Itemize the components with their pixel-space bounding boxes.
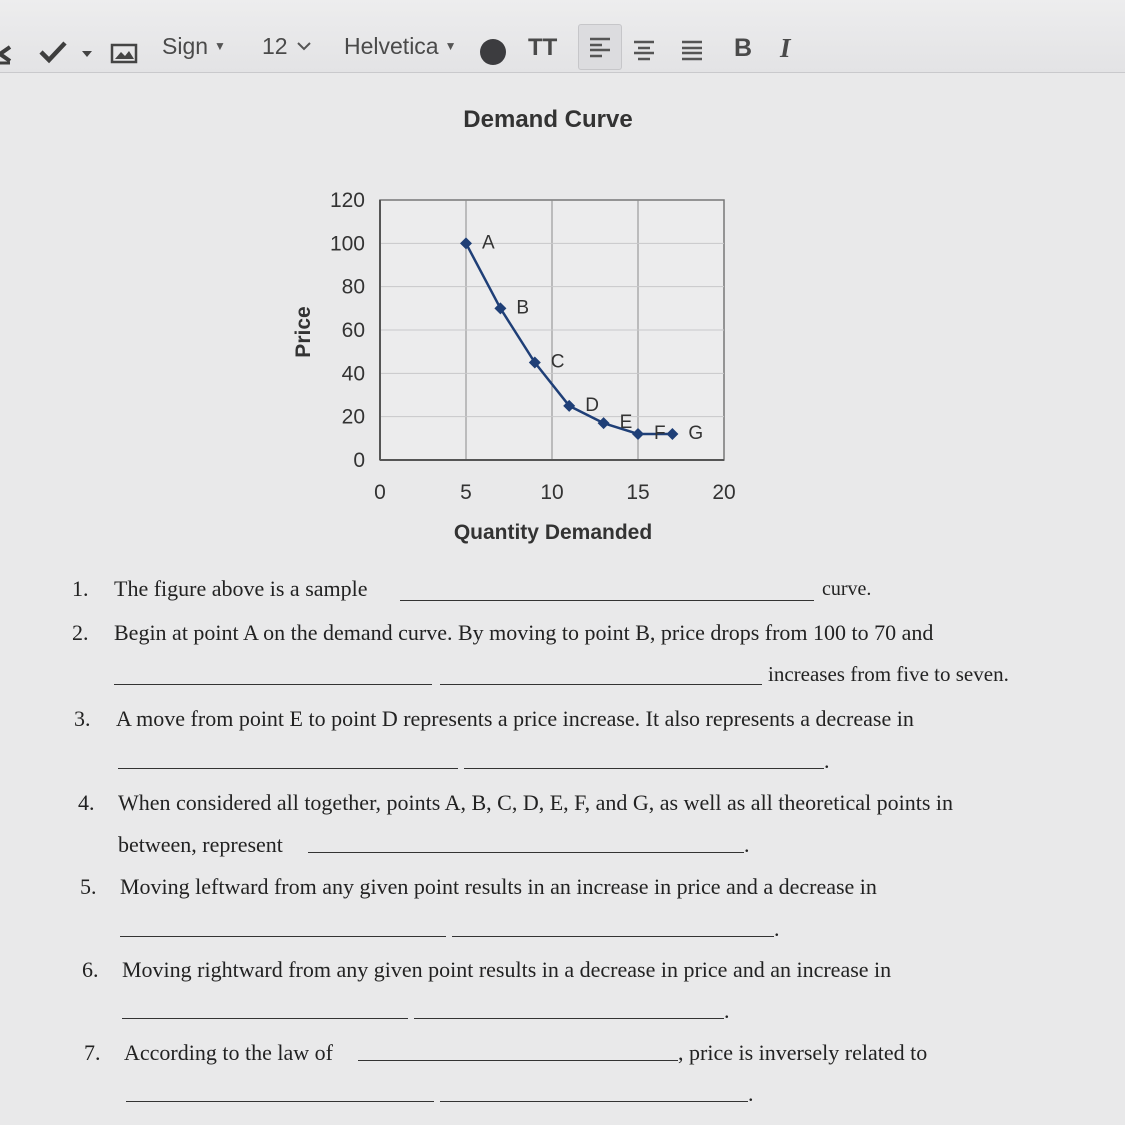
- question-text-continued: between, represent: [118, 832, 283, 857]
- text-size-button[interactable]: [528, 26, 557, 70]
- bold-button[interactable]: [734, 26, 752, 70]
- question-text: According to the law of: [124, 1040, 333, 1065]
- chevron-down-icon: ▼: [444, 39, 457, 53]
- x-tick-label: 10: [540, 481, 564, 504]
- answer-blank[interactable]: [114, 684, 432, 685]
- point-label-a: A: [482, 232, 495, 254]
- chevron-down-icon: ▼: [214, 39, 226, 53]
- italic-button[interactable]: [780, 26, 791, 70]
- align-center-button[interactable]: [632, 28, 656, 72]
- question-text-end: increases from five to seven.: [768, 662, 1009, 686]
- question-number: 4.: [78, 790, 95, 815]
- question-number: 6.: [82, 957, 99, 982]
- question-text: Moving rightward from any given point results in a decrease in price and an increase in: [122, 957, 892, 982]
- answer-blank[interactable]: [400, 600, 814, 601]
- answer-blank[interactable]: [120, 936, 446, 937]
- checkmark-icon[interactable]: [38, 30, 68, 74]
- question-number: 7.: [84, 1040, 101, 1065]
- answer-blank[interactable]: [414, 1018, 724, 1019]
- point-label-b: B: [516, 297, 530, 319]
- align-right-button[interactable]: [678, 28, 704, 72]
- chart-title: Demand Curve: [463, 106, 633, 133]
- demand-curve-chart: [0, 80, 1125, 560]
- answer-blank[interactable]: [440, 684, 762, 685]
- answer-blank[interactable]: [358, 1060, 678, 1061]
- font-size-value: 12: [262, 32, 288, 59]
- question-text: Begin at point A on the demand curve. By moving to point B, price drops from 100 to 70 and: [114, 620, 934, 645]
- image-icon[interactable]: [110, 32, 138, 76]
- question-text-end: .: [774, 916, 780, 941]
- point-label-d: D: [585, 394, 599, 416]
- point-label-f: F: [654, 423, 666, 444]
- question-text: Moving leftward from any given point results in an increase in price and a decrease in: [120, 874, 877, 899]
- point-label-e: E: [619, 412, 633, 434]
- font-size-select[interactable]: [262, 24, 312, 68]
- question-text: The figure above is a sample: [114, 576, 368, 601]
- text-size-label: TT: [528, 34, 558, 61]
- answer-blank[interactable]: [464, 768, 824, 769]
- point-label-g: G: [688, 423, 704, 444]
- y-tick-label: 60: [341, 319, 365, 342]
- question-text-end: .: [748, 1081, 754, 1106]
- question-text-end: .: [744, 832, 750, 857]
- answer-blank[interactable]: [452, 936, 774, 937]
- question-number: 1.: [72, 576, 89, 601]
- x-tick-label: 5: [460, 481, 472, 504]
- answer-blank[interactable]: [308, 852, 744, 853]
- answer-blank[interactable]: [440, 1101, 748, 1102]
- font-family-select[interactable]: [344, 24, 457, 68]
- y-tick-label: 20: [341, 405, 365, 429]
- answer-blank[interactable]: [122, 1018, 408, 1019]
- question-text-end: curve.: [822, 578, 872, 600]
- font-family-value: Helvetica: [344, 32, 439, 59]
- text-color-button[interactable]: [478, 30, 508, 74]
- align-center-icon: [632, 38, 656, 62]
- chart-plot: [0, 80, 1125, 560]
- align-left-icon: [588, 35, 612, 59]
- align-left-button[interactable]: [578, 24, 622, 70]
- y-tick-label: 120: [329, 189, 365, 212]
- toolbar: [0, 0, 1125, 73]
- worksheet-questions: [0, 560, 1125, 1125]
- y-tick-label: 0: [353, 449, 365, 472]
- y-tick-label: 80: [341, 275, 365, 299]
- answer-blank[interactable]: [118, 768, 458, 769]
- checkmark-dropdown-icon[interactable]: [80, 32, 94, 76]
- question-number: 3.: [74, 706, 91, 731]
- sign-button[interactable]: [162, 24, 226, 68]
- question-text: When considered all together, points A, B, C, D, E, F, and G, as well as all theoretical points in: [118, 790, 954, 815]
- x-tick-label: 15: [626, 481, 650, 504]
- y-axis-label: Price: [292, 306, 315, 358]
- chevron-down-icon: [296, 40, 312, 52]
- answer-blank[interactable]: [126, 1101, 434, 1102]
- question-text: A move from point E to point D represents a price increase. It also represents a decrease in: [116, 706, 914, 731]
- bold-label: B: [734, 33, 753, 62]
- question-text-mid: , price is inversely related to: [678, 1040, 928, 1065]
- x-tick-label: 0: [374, 481, 386, 504]
- y-tick-label: 40: [341, 362, 365, 386]
- x-tick-label: 20: [712, 481, 736, 504]
- question-text-end: .: [724, 998, 730, 1023]
- question-number: 2.: [72, 620, 89, 645]
- x-axis-label: Quantity Demanded: [453, 521, 653, 544]
- point-label-c: C: [550, 351, 565, 373]
- italic-label: I: [780, 32, 791, 63]
- sign-label: Sign: [162, 32, 209, 59]
- question-text-end: .: [824, 748, 830, 773]
- question-number: 5.: [80, 874, 97, 899]
- back-arrow-icon[interactable]: [0, 32, 14, 76]
- align-right-icon: [678, 38, 704, 62]
- y-tick-label: 100: [329, 232, 365, 256]
